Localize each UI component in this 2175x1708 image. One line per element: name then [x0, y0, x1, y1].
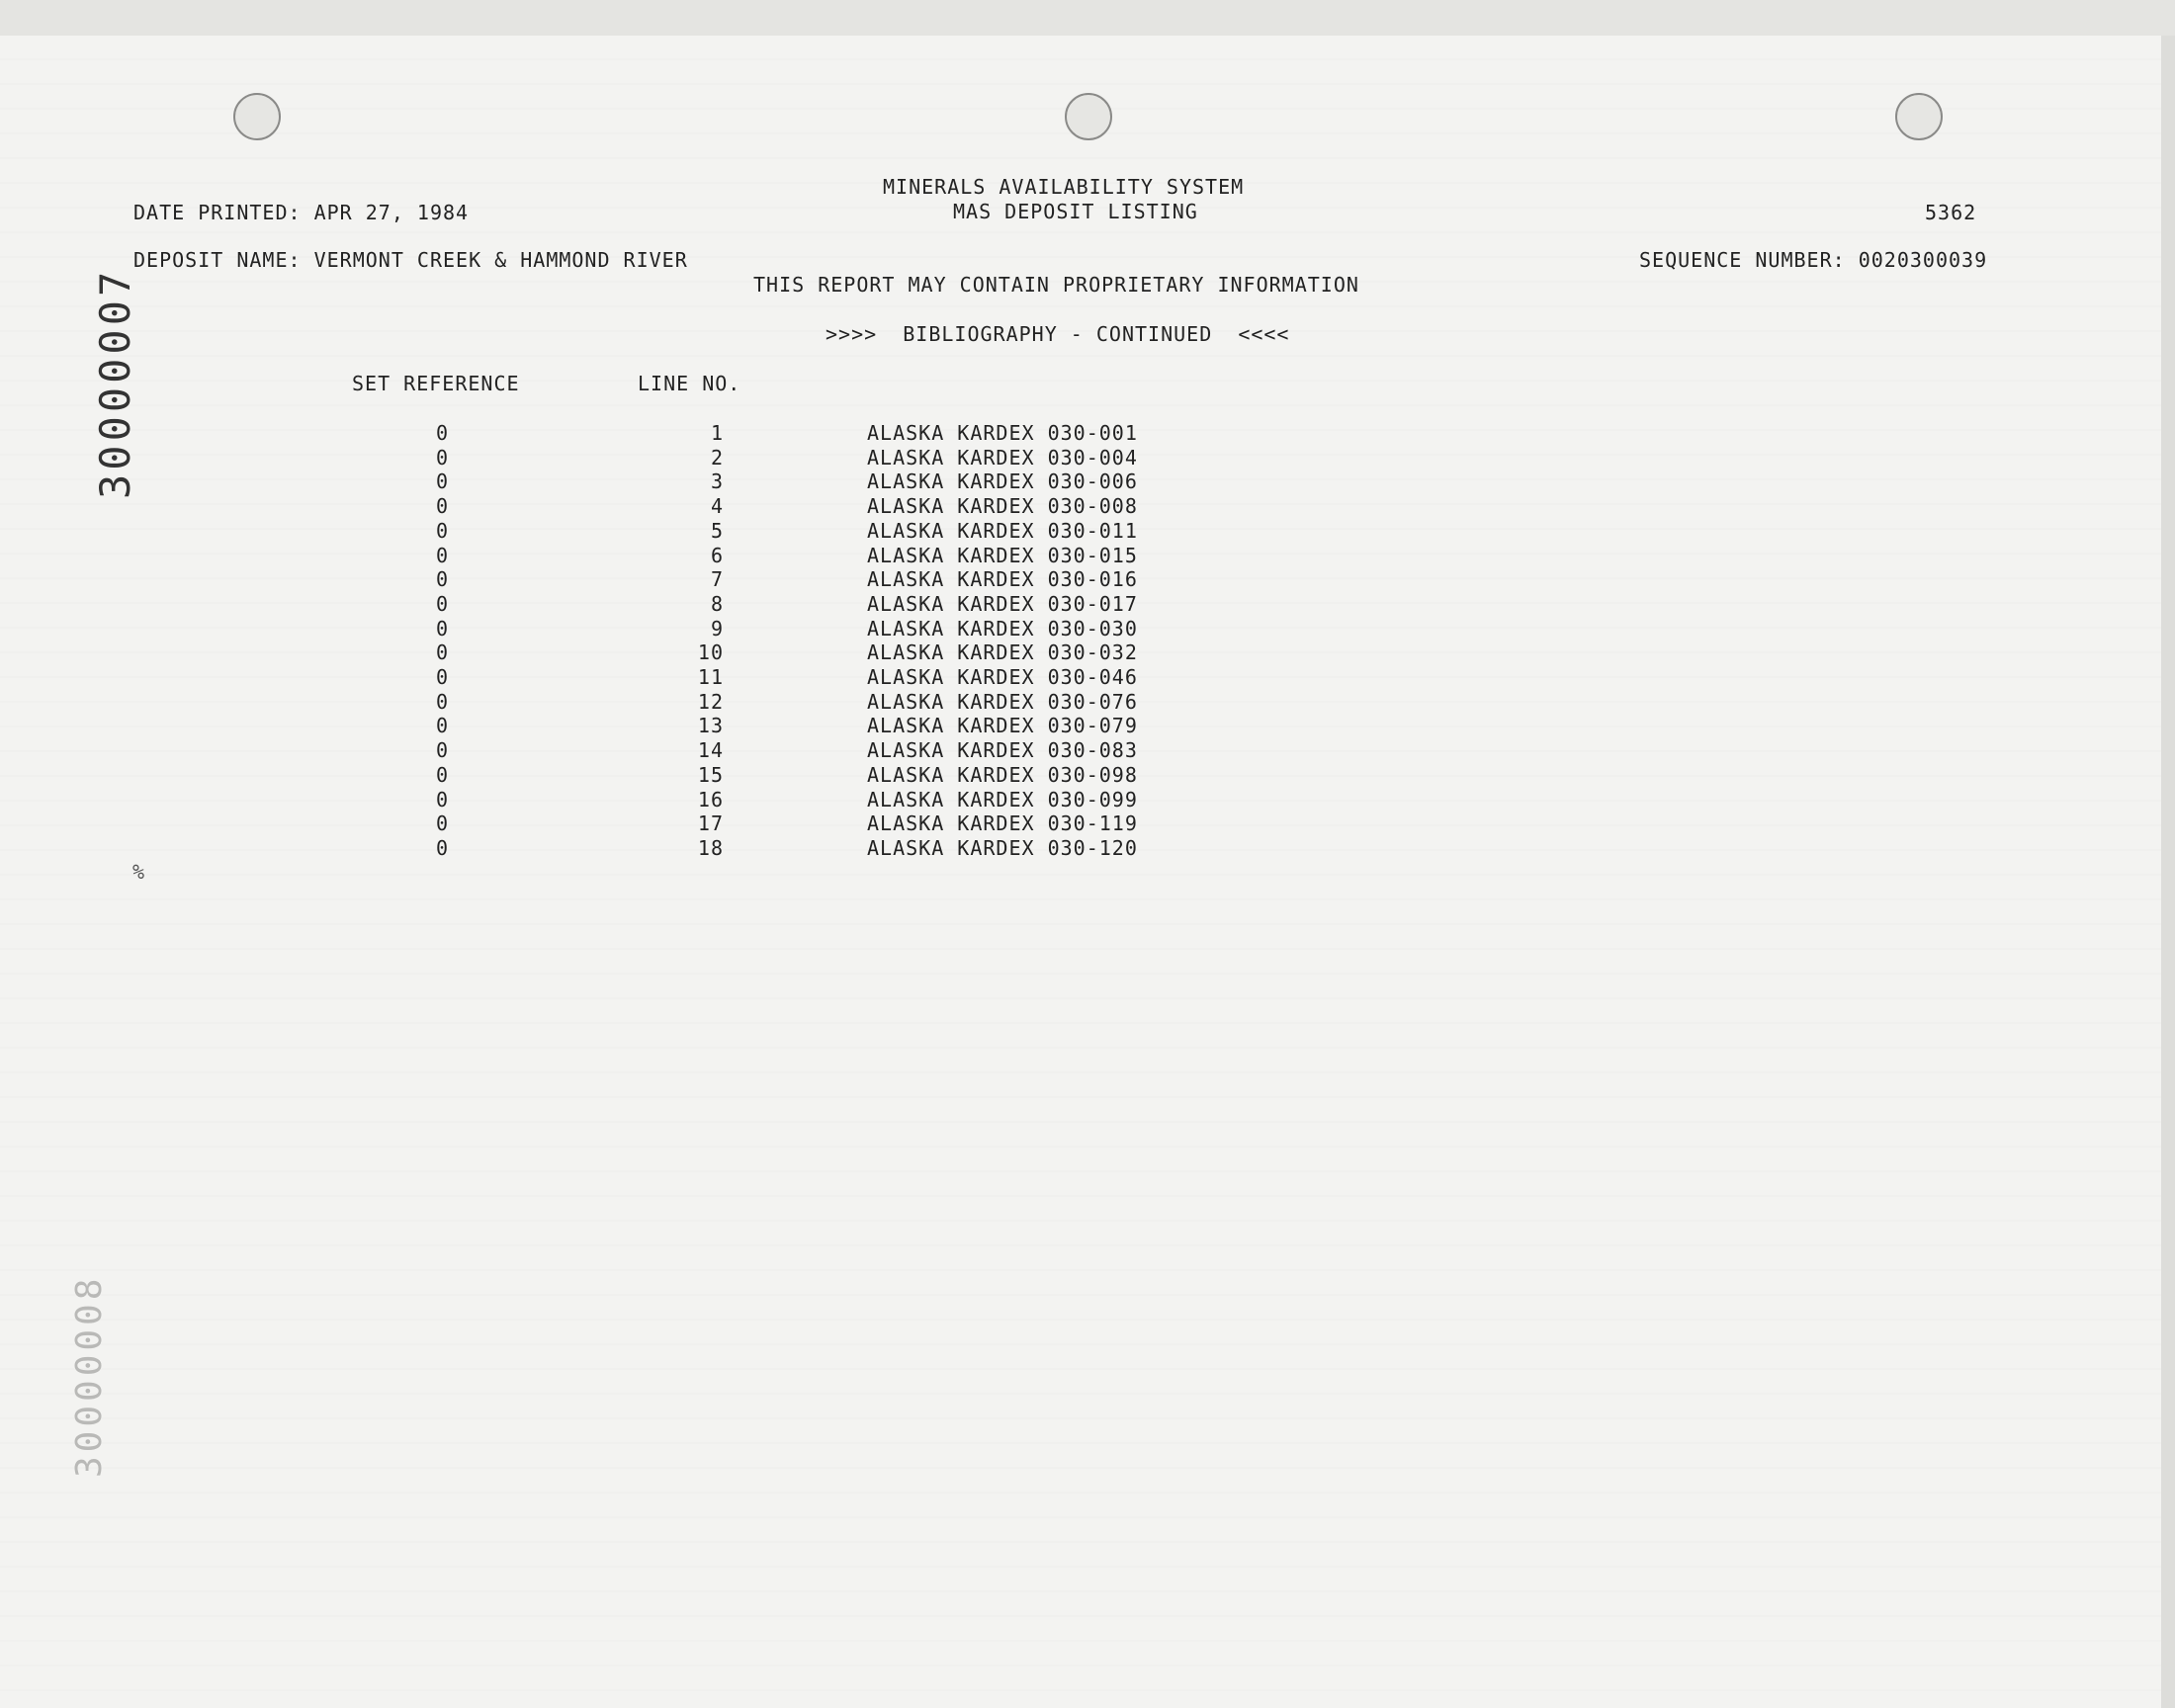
table-row [0, 738, 1285, 762]
set-reference-cell: 0 [436, 421, 450, 445]
table-row [0, 665, 1285, 689]
line-number-cell: 10 [697, 640, 724, 665]
table-row [0, 470, 1285, 493]
reference-cell: ALASKA KARDEX 030-098 [867, 762, 1138, 787]
table-row [0, 519, 1285, 543]
line-number-cell: 15 [697, 762, 724, 787]
frame-number-stamp: 30000007 [91, 267, 139, 499]
line-number-cell: 9 [710, 616, 724, 640]
column-header-set-reference: SET REFERENCE [352, 372, 520, 395]
table-row [0, 714, 1285, 737]
line-number-cell: 14 [697, 738, 724, 763]
line-number-cell: 3 [710, 470, 724, 494]
deposit-name: DEPOSIT NAME: VERMONT CREEK & HAMMOND RIVER [133, 248, 688, 272]
reference-cell: ALASKA KARDEX 030-006 [867, 470, 1138, 494]
page-number: 5362 [1925, 201, 1977, 224]
reference-cell: ALASKA KARDEX 030-083 [867, 738, 1138, 763]
line-number-cell: 13 [697, 714, 724, 738]
reference-cell: ALASKA KARDEX 030-011 [867, 518, 1138, 543]
reference-cell: ALASKA KARDEX 030-015 [867, 543, 1138, 567]
sequence-number: SEQUENCE NUMBER: 0020300039 [1639, 248, 1988, 272]
line-number-cell: 18 [697, 835, 724, 860]
table-row [0, 763, 1285, 787]
reference-cell: ALASKA KARDEX 030-119 [867, 811, 1138, 836]
line-number-cell: 5 [710, 518, 724, 543]
set-reference-cell: 0 [436, 640, 450, 665]
set-reference-cell: 0 [436, 762, 450, 787]
table-row [0, 836, 1285, 860]
table-row [0, 811, 1285, 835]
set-reference-cell: 0 [436, 470, 450, 494]
table-row [0, 788, 1285, 811]
line-number-cell: 4 [710, 494, 724, 519]
date-printed: DATE PRINTED: APR 27, 1984 [133, 201, 470, 224]
set-reference-cell: 0 [436, 591, 450, 616]
set-reference-cell: 0 [436, 738, 450, 763]
section-title: >>>> BIBLIOGRAPHY - CONTINUED <<<< [826, 322, 1290, 346]
table-row [0, 592, 1285, 616]
proprietary-notice: THIS REPORT MAY CONTAIN PROPRIETARY INFORMATION [753, 273, 1359, 297]
line-number-cell: 2 [710, 445, 724, 470]
set-reference-cell: 0 [436, 811, 450, 836]
table-row [0, 690, 1285, 714]
percent-mark: % [132, 860, 145, 884]
set-reference-cell: 0 [436, 494, 450, 519]
set-reference-cell: 0 [436, 689, 450, 714]
table-row [0, 640, 1285, 664]
line-number-cell: 8 [710, 591, 724, 616]
reference-cell: ALASKA KARDEX 030-120 [867, 835, 1138, 860]
reference-cell: ALASKA KARDEX 030-046 [867, 665, 1138, 689]
listing-title: MAS DEPOSIT LISTING [953, 200, 1198, 223]
table-row [0, 494, 1285, 518]
reference-cell: ALASKA KARDEX 030-016 [867, 567, 1138, 592]
punch-hole-left [233, 93, 281, 140]
line-number-cell: 6 [710, 543, 724, 567]
frame-number-stamp-faint: 30000008 [69, 1274, 110, 1478]
reference-cell: ALASKA KARDEX 030-004 [867, 445, 1138, 470]
set-reference-cell: 0 [436, 787, 450, 811]
set-reference-cell: 0 [436, 835, 450, 860]
column-header-line-no: LINE NO. [638, 372, 741, 395]
line-number-cell: 12 [697, 689, 724, 714]
line-number-cell: 1 [710, 421, 724, 445]
line-number-cell: 17 [697, 811, 724, 836]
set-reference-cell: 0 [436, 665, 450, 689]
reference-cell: ALASKA KARDEX 030-008 [867, 494, 1138, 519]
reference-cell: ALASKA KARDEX 030-017 [867, 591, 1138, 616]
set-reference-cell: 0 [436, 616, 450, 640]
reference-cell: ALASKA KARDEX 030-001 [867, 421, 1138, 445]
reference-cell: ALASKA KARDEX 030-030 [867, 616, 1138, 640]
set-reference-cell: 0 [436, 714, 450, 738]
table-row [0, 446, 1285, 470]
set-reference-cell: 0 [436, 518, 450, 543]
reference-cell: ALASKA KARDEX 030-079 [867, 714, 1138, 738]
punch-hole-right [1895, 93, 1943, 140]
system-title: MINERALS AVAILABILITY SYSTEM [883, 175, 1245, 199]
set-reference-cell: 0 [436, 543, 450, 567]
line-number-cell: 16 [697, 787, 724, 811]
table-row [0, 421, 1285, 445]
set-reference-cell: 0 [436, 445, 450, 470]
table-row [0, 617, 1285, 640]
reference-cell: ALASKA KARDEX 030-032 [867, 640, 1138, 665]
line-number-cell: 11 [697, 665, 724, 689]
table-row [0, 544, 1285, 567]
table-row [0, 567, 1285, 591]
reference-cell: ALASKA KARDEX 030-099 [867, 787, 1138, 811]
set-reference-cell: 0 [436, 567, 450, 592]
reference-cell: ALASKA KARDEX 030-076 [867, 689, 1138, 714]
page-edge [2161, 36, 2175, 1708]
line-number-cell: 7 [710, 567, 724, 592]
punch-hole-center [1065, 93, 1112, 140]
